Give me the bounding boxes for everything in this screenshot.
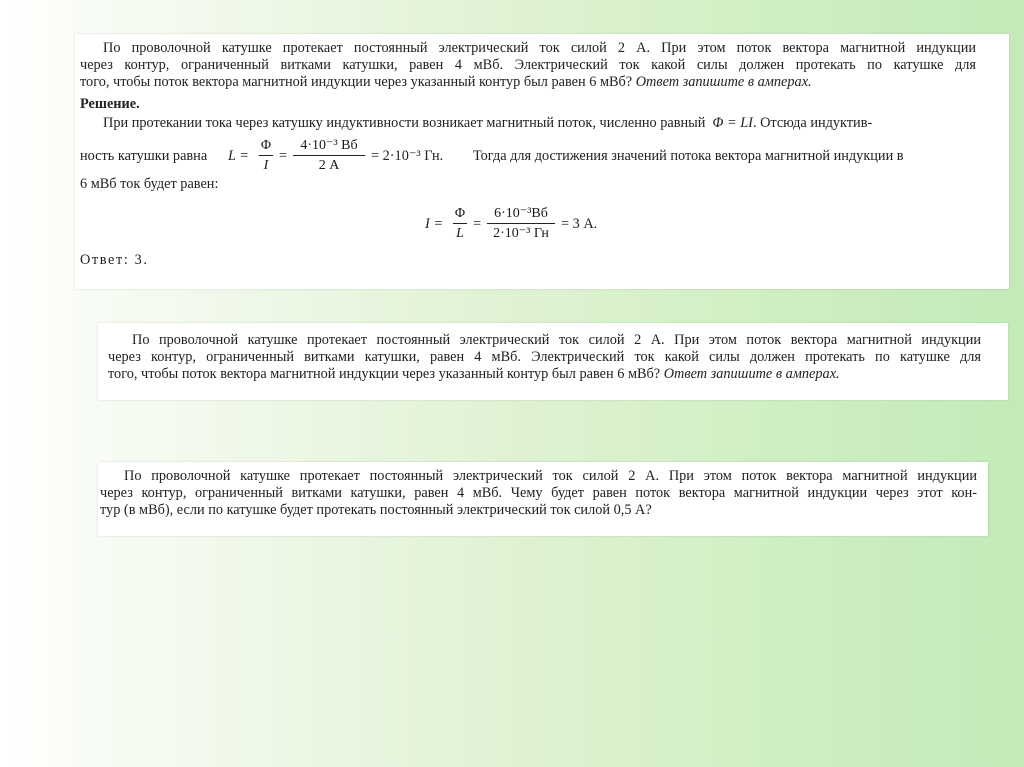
problem-line-2: через контур, ограниченный витками катушки, равен 4 мВб. Электрический ток какой силы должен протекать по катушке для bbox=[108, 349, 981, 365]
formula-I-frac1 bbox=[453, 206, 467, 241]
answer-prompt: Ответ запишите в амперах. bbox=[663, 366, 840, 382]
formula-I-frac2 bbox=[487, 206, 555, 241]
slide-left-edge bbox=[0, 0, 6, 767]
fraction-bar bbox=[259, 155, 273, 156]
fraction-bar bbox=[293, 155, 365, 156]
formula-I-frac2-den: 2·10⁻³ Гн bbox=[493, 226, 549, 241]
problem-line-3 bbox=[80, 74, 812, 91]
problem-line-3-text: того, чтобы поток вектора магнитной индукции через указанный контур был равен 6 мВб? bbox=[80, 74, 633, 90]
fraction-bar bbox=[487, 223, 555, 224]
formula-L-frac1-num: Φ bbox=[260, 138, 272, 153]
solution-heading: Решение. bbox=[80, 96, 140, 112]
fraction-bar bbox=[453, 223, 467, 224]
formula-I-frac1-den: L bbox=[456, 226, 464, 241]
problem-card-3 bbox=[98, 462, 988, 536]
problem-card-2 bbox=[98, 323, 1008, 400]
answer-line: Ответ: 3. bbox=[80, 252, 149, 268]
problem-line-2: через контур, ограниченный витками катушки, равен 4 мВб. Чему будет равен поток вектора магнитной индукции через этот кон- bbox=[100, 485, 977, 501]
formula-I-lhs: I = bbox=[425, 216, 443, 232]
formula-I-eq: = bbox=[473, 216, 482, 232]
answer-prompt: Ответ запишите в амперах. bbox=[635, 74, 812, 90]
problem-line-2: через контур, ограниченный витками катушки, равен 4 мВб. Электрический ток какой силы должен протекать по катушке для bbox=[80, 57, 976, 73]
formula-L-eq: = bbox=[279, 148, 288, 164]
formula-L-rhs: = 2·10⁻³ Гн. bbox=[371, 148, 444, 164]
solution-line-2-start: ность катушки равна bbox=[80, 148, 208, 164]
formula-I-frac2-num: 6·10⁻³Вб bbox=[494, 206, 548, 221]
formula-I-frac1-num: Φ bbox=[454, 206, 466, 221]
solution-line-3: 6 мВб ток будет равен: bbox=[80, 176, 219, 192]
formula-L-frac2 bbox=[293, 138, 365, 173]
solution-line-1-end: . Отсюда индуктив- bbox=[752, 115, 873, 131]
solution-line-2-end: Тогда для достижения значений потока вектора магнитной индукции в bbox=[473, 148, 904, 164]
problem-line-1: По проволочной катушке протекает постоянный электрический ток силой 2 А. При этом поток вектора магнитной индукции bbox=[103, 40, 976, 56]
problem-line-1: По проволочной катушке протекает постоянный электрический ток силой 2 А. При этом поток вектора магнитной индукции bbox=[124, 468, 977, 484]
formula-L-frac1 bbox=[259, 138, 273, 173]
problem-line-3 bbox=[108, 366, 840, 383]
solution-card bbox=[75, 34, 1009, 289]
formula-L-frac2-den: 2 А bbox=[318, 158, 340, 173]
formula-I-rhs: = 3 А. bbox=[561, 216, 598, 232]
formula-L-lhs: L = bbox=[228, 148, 249, 164]
formula-L-frac1-den: I bbox=[263, 158, 269, 173]
solution-line-1-text: При протекании тока через катушку индуктивности возникает магнитный поток, численно равный bbox=[103, 115, 706, 131]
problem-line-1: По проволочной катушке протекает постоянный электрический ток силой 2 А. При этом поток вектора магнитной индукции bbox=[132, 332, 981, 348]
solution-line-1 bbox=[103, 115, 872, 132]
problem-line-3-text: того, чтобы поток вектора магнитной индукции через указанный контур был равен 6 мВб? bbox=[108, 366, 661, 382]
formula-phi: Φ = LI bbox=[712, 115, 753, 131]
formula-L-frac2-num: 4·10⁻³ Вб bbox=[300, 138, 358, 153]
problem-line-3: тур (в мВб), если по катушке будет протекать постоянный электрический ток силой 0,5 А? bbox=[100, 502, 652, 518]
